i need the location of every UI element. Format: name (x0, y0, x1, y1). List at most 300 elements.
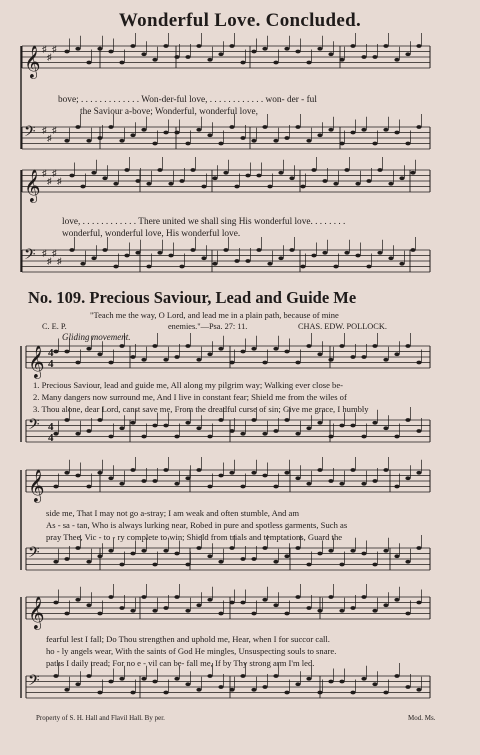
note-head (207, 485, 212, 489)
note-head (388, 182, 393, 186)
note-head (317, 133, 322, 137)
note-head (86, 139, 91, 143)
note-head (218, 560, 223, 564)
note-head (372, 421, 377, 425)
note-head (163, 606, 168, 610)
note-head (97, 136, 102, 140)
note-head (383, 549, 388, 553)
note-head (416, 361, 421, 365)
note-head (355, 182, 360, 186)
note-head (152, 58, 157, 62)
note-head (300, 265, 305, 269)
note-head (405, 476, 410, 480)
note-head (196, 603, 201, 607)
note-head (86, 485, 91, 489)
note-head (229, 546, 234, 550)
treble-clef-icon: 𝄞 (28, 598, 45, 629)
note-head (75, 546, 80, 550)
note-head (69, 174, 74, 178)
note-head (377, 168, 382, 172)
note-head (152, 563, 157, 567)
top-lyric-line1-b: the Saviour a-bove; Wonderful, wonderful love, (80, 107, 258, 117)
note-head (119, 482, 124, 486)
sharp-icon: ♯ (57, 256, 62, 266)
note-head (130, 691, 135, 695)
note-head (339, 563, 344, 567)
note-head (350, 355, 355, 359)
note-head (394, 598, 399, 602)
note-head (185, 682, 190, 686)
note-head (372, 479, 377, 483)
note-head (75, 47, 80, 51)
bass-clef-icon: 𝄢 (24, 123, 36, 143)
note-head (168, 254, 173, 258)
note-head (64, 471, 69, 475)
note-head (157, 168, 162, 172)
note-head (416, 125, 421, 129)
top-lyric-line2-a: love, . . . . . . . . . . . . There united we shall sing His wonderful love. . . . . . . . (62, 217, 346, 227)
note-head (240, 136, 245, 140)
note-head (152, 424, 157, 428)
note-head (339, 58, 344, 62)
note-head (141, 595, 146, 599)
note-head (152, 344, 157, 348)
note-head (130, 421, 135, 425)
note-head (185, 421, 190, 425)
note-head (53, 350, 58, 354)
treble-clef-icon: 𝄞 (24, 171, 41, 202)
note-head (416, 601, 421, 605)
note-head (273, 485, 278, 489)
page-header-title: Wonderful Love. Concluded. (118, 10, 362, 31)
note-head (196, 128, 201, 132)
note-head (97, 691, 102, 695)
verse3-line1: 3. Thou alone, dear Lord, canst save me, From the dreadful curse of sin; Give me grace, I humbly (33, 404, 369, 414)
note-head (124, 168, 129, 172)
note-head (207, 674, 212, 678)
sharp-icon: ♯ (42, 125, 47, 135)
note-head (295, 50, 300, 54)
note-head (223, 171, 228, 175)
note-head (339, 344, 344, 348)
note-head (306, 344, 311, 348)
note-head (146, 265, 151, 269)
note-head (355, 254, 360, 258)
note-head (229, 601, 234, 605)
composer-credit: CHAS. EDW. POLLOCK. (298, 322, 387, 331)
note-head (284, 47, 289, 51)
note-head (405, 612, 410, 616)
verse3-line3: paths I daily tread; For no e - vil can be- fall me, If by Thy strong arm I'm led. (46, 658, 315, 668)
note-head (394, 435, 399, 439)
time-signature-bottom: 4 (48, 432, 54, 444)
note-head (86, 674, 91, 678)
note-head (339, 424, 344, 428)
verse1-line3: fearful lest I fall; Do Thou strengthen and uphold me, Hear, when I for succor call. (46, 634, 330, 644)
note-head (102, 176, 107, 180)
note-head (284, 136, 289, 140)
note-head (179, 265, 184, 269)
note-head (383, 468, 388, 472)
note-head (289, 176, 294, 180)
note-head (174, 355, 179, 359)
note-head (399, 262, 404, 266)
note-head (361, 677, 366, 681)
verse2-line2: As - sa - tan, Who is always lurking near, Robed in pure and spotless garments, Such as (46, 520, 348, 530)
note-head (328, 680, 333, 684)
note-head (113, 182, 118, 186)
note-head (130, 552, 135, 556)
note-head (234, 259, 239, 263)
verse2-line3: ho - ly angels wear, With the saints of God He mingles, Unsuspecting souls to snare. (46, 646, 337, 656)
note-head (284, 612, 289, 616)
note-head (372, 142, 377, 146)
note-head (405, 142, 410, 146)
tempo-marking: Gliding movement. (62, 332, 131, 342)
note-head (91, 171, 96, 175)
note-head (317, 47, 322, 51)
note-head (185, 142, 190, 146)
note-head (174, 435, 179, 439)
bass-clef-icon: 𝄢 (28, 416, 40, 436)
note-head (333, 265, 338, 269)
note-head (267, 185, 272, 189)
note-head (295, 546, 300, 550)
note-head (306, 61, 311, 65)
note-head (196, 546, 201, 550)
note-head (53, 601, 58, 605)
note-head (295, 125, 300, 129)
note-head (218, 142, 223, 146)
note-head (240, 601, 245, 605)
note-head (152, 680, 157, 684)
note-head (201, 185, 206, 189)
note-head (163, 131, 168, 135)
note-head (86, 560, 91, 564)
note-head (141, 358, 146, 362)
note-head (366, 179, 371, 183)
note-head (328, 435, 333, 439)
note-head (410, 171, 415, 175)
note-head (339, 609, 344, 613)
note-head (163, 358, 168, 362)
note-head (372, 563, 377, 567)
treble-clef-icon: 𝄞 (24, 47, 41, 78)
note-head (75, 474, 80, 478)
note-head (64, 50, 69, 54)
note-head (64, 557, 69, 561)
note-head (229, 429, 234, 433)
sharp-icon: ♯ (52, 125, 57, 135)
note-head (372, 609, 377, 613)
note-head (405, 560, 410, 564)
note-head (185, 55, 190, 59)
note-head (350, 131, 355, 135)
note-head (361, 128, 366, 132)
note-head (306, 606, 311, 610)
note-head (273, 347, 278, 351)
bass-clef-icon: 𝄢 (28, 672, 40, 692)
note-head (207, 554, 212, 558)
note-head (185, 476, 190, 480)
note-head (410, 248, 415, 252)
note-head (119, 677, 124, 681)
note-head (146, 182, 151, 186)
note-head (372, 55, 377, 59)
note-head (383, 426, 388, 430)
note-head (245, 174, 250, 178)
note-head (273, 603, 278, 607)
note-head (201, 256, 206, 260)
time-signature-top: 4 (48, 347, 54, 359)
note-head (124, 254, 129, 258)
sharp-icon: ♯ (52, 168, 57, 178)
note-head (97, 47, 102, 51)
note-head (416, 471, 421, 475)
note-head (218, 52, 223, 56)
note-head (350, 468, 355, 472)
note-head (256, 174, 261, 178)
note-head (108, 595, 113, 599)
note-head (64, 418, 69, 422)
note-head (163, 549, 168, 553)
note-head (361, 482, 366, 486)
note-head (295, 682, 300, 686)
note-head (75, 432, 80, 436)
note-head (262, 47, 267, 51)
note-head (405, 52, 410, 56)
note-head (212, 176, 217, 180)
note-head (152, 609, 157, 613)
sharp-icon: ♯ (47, 133, 52, 143)
note-head (416, 546, 421, 550)
note-head (317, 691, 322, 695)
note-head (64, 688, 69, 692)
note-head (119, 139, 124, 143)
note-head (113, 265, 118, 269)
note-head (185, 344, 190, 348)
note-head (262, 685, 267, 689)
note-head (306, 482, 311, 486)
note-head (119, 61, 124, 65)
note-head (262, 474, 267, 478)
note-head (251, 50, 256, 54)
note-head (405, 344, 410, 348)
note-head (361, 552, 366, 556)
note-head (207, 598, 212, 602)
note-head (262, 598, 267, 602)
note-head (152, 142, 157, 146)
note-head (284, 471, 289, 475)
note-head (394, 131, 399, 135)
note-head (108, 476, 113, 480)
note-head (416, 429, 421, 433)
note-head (295, 476, 300, 480)
scripture-quote-line1: "Teach me the way, O Lord, and lead me in a plain path, because of mine (90, 310, 339, 320)
note-head (130, 468, 135, 472)
note-head (240, 350, 245, 354)
note-head (108, 361, 113, 365)
note-head (119, 563, 124, 567)
note-head (185, 609, 190, 613)
note-head (284, 350, 289, 354)
note-head (174, 55, 179, 59)
note-head (350, 44, 355, 48)
note-head (97, 418, 102, 422)
sharp-icon: ♯ (42, 168, 47, 178)
note-head (278, 256, 283, 260)
bass-clef-icon: 𝄢 (28, 544, 40, 564)
note-head (174, 131, 179, 135)
note-head (251, 612, 256, 616)
note-head (350, 606, 355, 610)
note-head (372, 344, 377, 348)
note-head (295, 595, 300, 599)
note-head (383, 691, 388, 695)
note-head (152, 479, 157, 483)
note-head (311, 168, 316, 172)
note-head (383, 358, 388, 362)
note-head (240, 557, 245, 561)
note-head (317, 552, 322, 556)
lyricist-credit: C. E. P. (42, 322, 67, 331)
note-head (207, 435, 212, 439)
note-head (229, 125, 234, 129)
note-head (306, 677, 311, 681)
note-head (377, 251, 382, 255)
note-head (64, 350, 69, 354)
note-head (240, 485, 245, 489)
note-head (86, 429, 91, 433)
note-head (108, 680, 113, 684)
note-head (53, 432, 58, 436)
note-head (267, 262, 272, 266)
note-head (251, 418, 256, 422)
note-head (163, 424, 168, 428)
footer-copyright: Property of S. H. Hall and Flavil Hall. By per. (36, 714, 165, 722)
bass-clef-icon: 𝄢 (24, 246, 36, 266)
note-head (80, 262, 85, 266)
hymn-title: No. 109. Precious Saviour, Lead and Guide Me (28, 288, 357, 307)
note-head (141, 435, 146, 439)
note-head (251, 688, 256, 692)
note-head (394, 58, 399, 62)
note-head (75, 125, 80, 129)
sharp-icon: ♯ (52, 44, 57, 54)
note-head (284, 418, 289, 422)
note-head (163, 691, 168, 695)
note-head (333, 182, 338, 186)
treble-clef-icon: 𝄞 (28, 347, 45, 378)
note-head (163, 468, 168, 472)
note-head (196, 44, 201, 48)
note-head (108, 125, 113, 129)
verse1-line2: side me, That I may not go a-stray; I am weak and often stumble, And am (46, 508, 300, 518)
note-head (361, 595, 366, 599)
note-head (328, 549, 333, 553)
note-head (174, 677, 179, 681)
note-head (394, 554, 399, 558)
note-head (174, 595, 179, 599)
note-head (190, 168, 195, 172)
note-head (416, 44, 421, 48)
time-signature-top: 4 (48, 421, 54, 433)
sharp-icon: ♯ (52, 248, 57, 258)
note-head (218, 474, 223, 478)
note-head (223, 248, 228, 252)
note-head (328, 358, 333, 362)
top-lyric-line1-a: bove; . . . . . . . . . . . . . Won-der-ful love, . . . . . . . . . . . . won- der - ful (58, 95, 317, 105)
note-head (416, 688, 421, 692)
note-head (141, 479, 146, 483)
note-head (361, 435, 366, 439)
note-head (130, 609, 135, 613)
note-head (53, 560, 58, 564)
note-head (53, 485, 58, 489)
note-head (361, 355, 366, 359)
sharp-icon: ♯ (47, 176, 52, 186)
note-head (289, 248, 294, 252)
note-head (108, 435, 113, 439)
note-head (251, 557, 256, 561)
note-head (64, 139, 69, 143)
note-head (366, 265, 371, 269)
note-head (328, 595, 333, 599)
sharp-icon: ♯ (47, 256, 52, 266)
note-head (119, 426, 124, 430)
note-head (97, 471, 102, 475)
note-head (273, 429, 278, 433)
note-head (284, 554, 289, 558)
note-head (306, 426, 311, 430)
note-head (284, 691, 289, 695)
note-head (311, 254, 316, 258)
note-head (339, 680, 344, 684)
note-head (394, 352, 399, 356)
note-head (69, 248, 74, 252)
note-head (295, 432, 300, 436)
note-head (91, 256, 96, 260)
note-head (53, 674, 58, 678)
note-head (317, 468, 322, 472)
treble-clef-icon: 𝄞 (28, 471, 45, 502)
verse3-line2: pray Thee, Vic - to - ry complete to win; Shield from trials and temptations, Guard the (46, 532, 343, 542)
note-head (273, 674, 278, 678)
note-head (350, 424, 355, 428)
note-head (344, 168, 349, 172)
note-head (212, 262, 217, 266)
note-head (300, 185, 305, 189)
note-head (344, 251, 349, 255)
note-head (251, 347, 256, 351)
note-head (157, 251, 162, 255)
note-head (174, 552, 179, 556)
note-head (163, 44, 168, 48)
note-head (141, 549, 146, 553)
note-head (383, 44, 388, 48)
note-head (273, 61, 278, 65)
note-head (399, 176, 404, 180)
note-head (80, 185, 85, 189)
note-head (86, 603, 91, 607)
note-head (185, 563, 190, 567)
note-head (130, 355, 135, 359)
note-head (141, 677, 146, 681)
note-head (135, 251, 140, 255)
note-head (75, 682, 80, 686)
note-head (218, 685, 223, 689)
note-head (394, 674, 399, 678)
